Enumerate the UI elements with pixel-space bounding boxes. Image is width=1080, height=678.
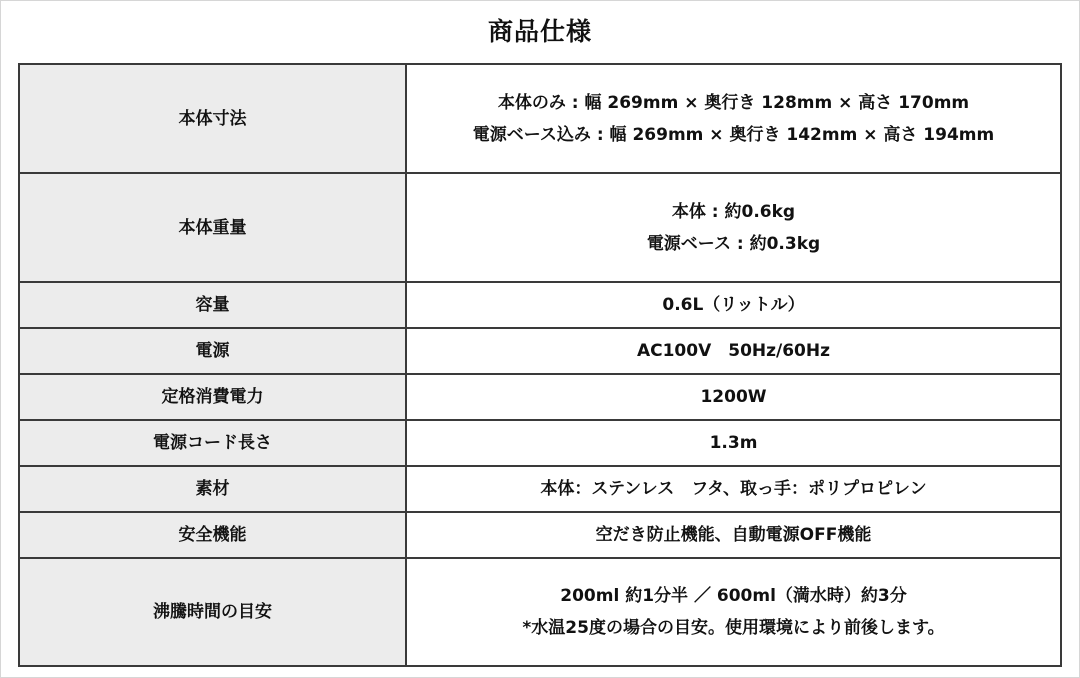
row-value	[406, 328, 1061, 374]
table-row-dimensions	[19, 64, 1061, 173]
row-value	[406, 173, 1061, 282]
value-line: 1.3m	[709, 433, 758, 453]
row-label: 容量	[19, 282, 406, 328]
table-row-cord-length	[19, 420, 1061, 466]
value-line: AC100V 50Hz/60Hz	[636, 341, 831, 361]
value-line: 0.6L（リットル）	[662, 295, 805, 315]
value-line: 200ml 約1分半 ／ 600ml（満水時）約3分	[560, 586, 907, 606]
row-value	[406, 64, 1061, 173]
row-value	[406, 512, 1061, 558]
value-line: 本体：ステンレス フタ、取っ手：ポリプロピレン	[540, 479, 927, 499]
row-label: 本体重量	[19, 173, 406, 282]
table-row-material	[19, 466, 1061, 512]
row-label: 沸騰時間の目安	[19, 558, 406, 666]
value-line: 本体 : 約0.6kg	[671, 201, 796, 222]
row-label: 電源コード長さ	[19, 420, 406, 466]
row-value	[406, 374, 1061, 420]
value-line: 電源ベース込み : 幅 269mm × 奥行き 142mm × 高さ 194mm	[472, 124, 995, 145]
table-row-power-consumption	[19, 374, 1061, 420]
row-value	[406, 558, 1061, 666]
table-row-boil-time	[19, 558, 1061, 666]
page-title: 商品仕様	[487, 17, 592, 46]
row-value	[406, 466, 1061, 512]
table-row-power-source	[19, 328, 1061, 374]
row-value	[406, 420, 1061, 466]
table-row-safety	[19, 512, 1061, 558]
spec-table	[18, 63, 1062, 667]
row-label: 本体寸法	[19, 64, 406, 173]
row-label: 定格消費電力	[19, 374, 406, 420]
row-label: 電源	[19, 328, 406, 374]
table-row-weight	[19, 173, 1061, 282]
row-label: 安全機能	[19, 512, 406, 558]
value-line: 空だき防止機能、自動電源OFF機能	[595, 525, 872, 545]
value-line: 本体のみ : 幅 269mm × 奥行き 128mm × 高さ 170mm	[497, 92, 970, 113]
value-line: 1200W	[700, 387, 767, 407]
table-row-capacity	[19, 282, 1061, 328]
row-label: 素材	[19, 466, 406, 512]
value-line: 電源ベース : 約0.3kg	[646, 233, 821, 254]
value-line: *水温25度の場合の目安。使用環境により前後します。	[522, 618, 945, 638]
row-value	[406, 282, 1061, 328]
